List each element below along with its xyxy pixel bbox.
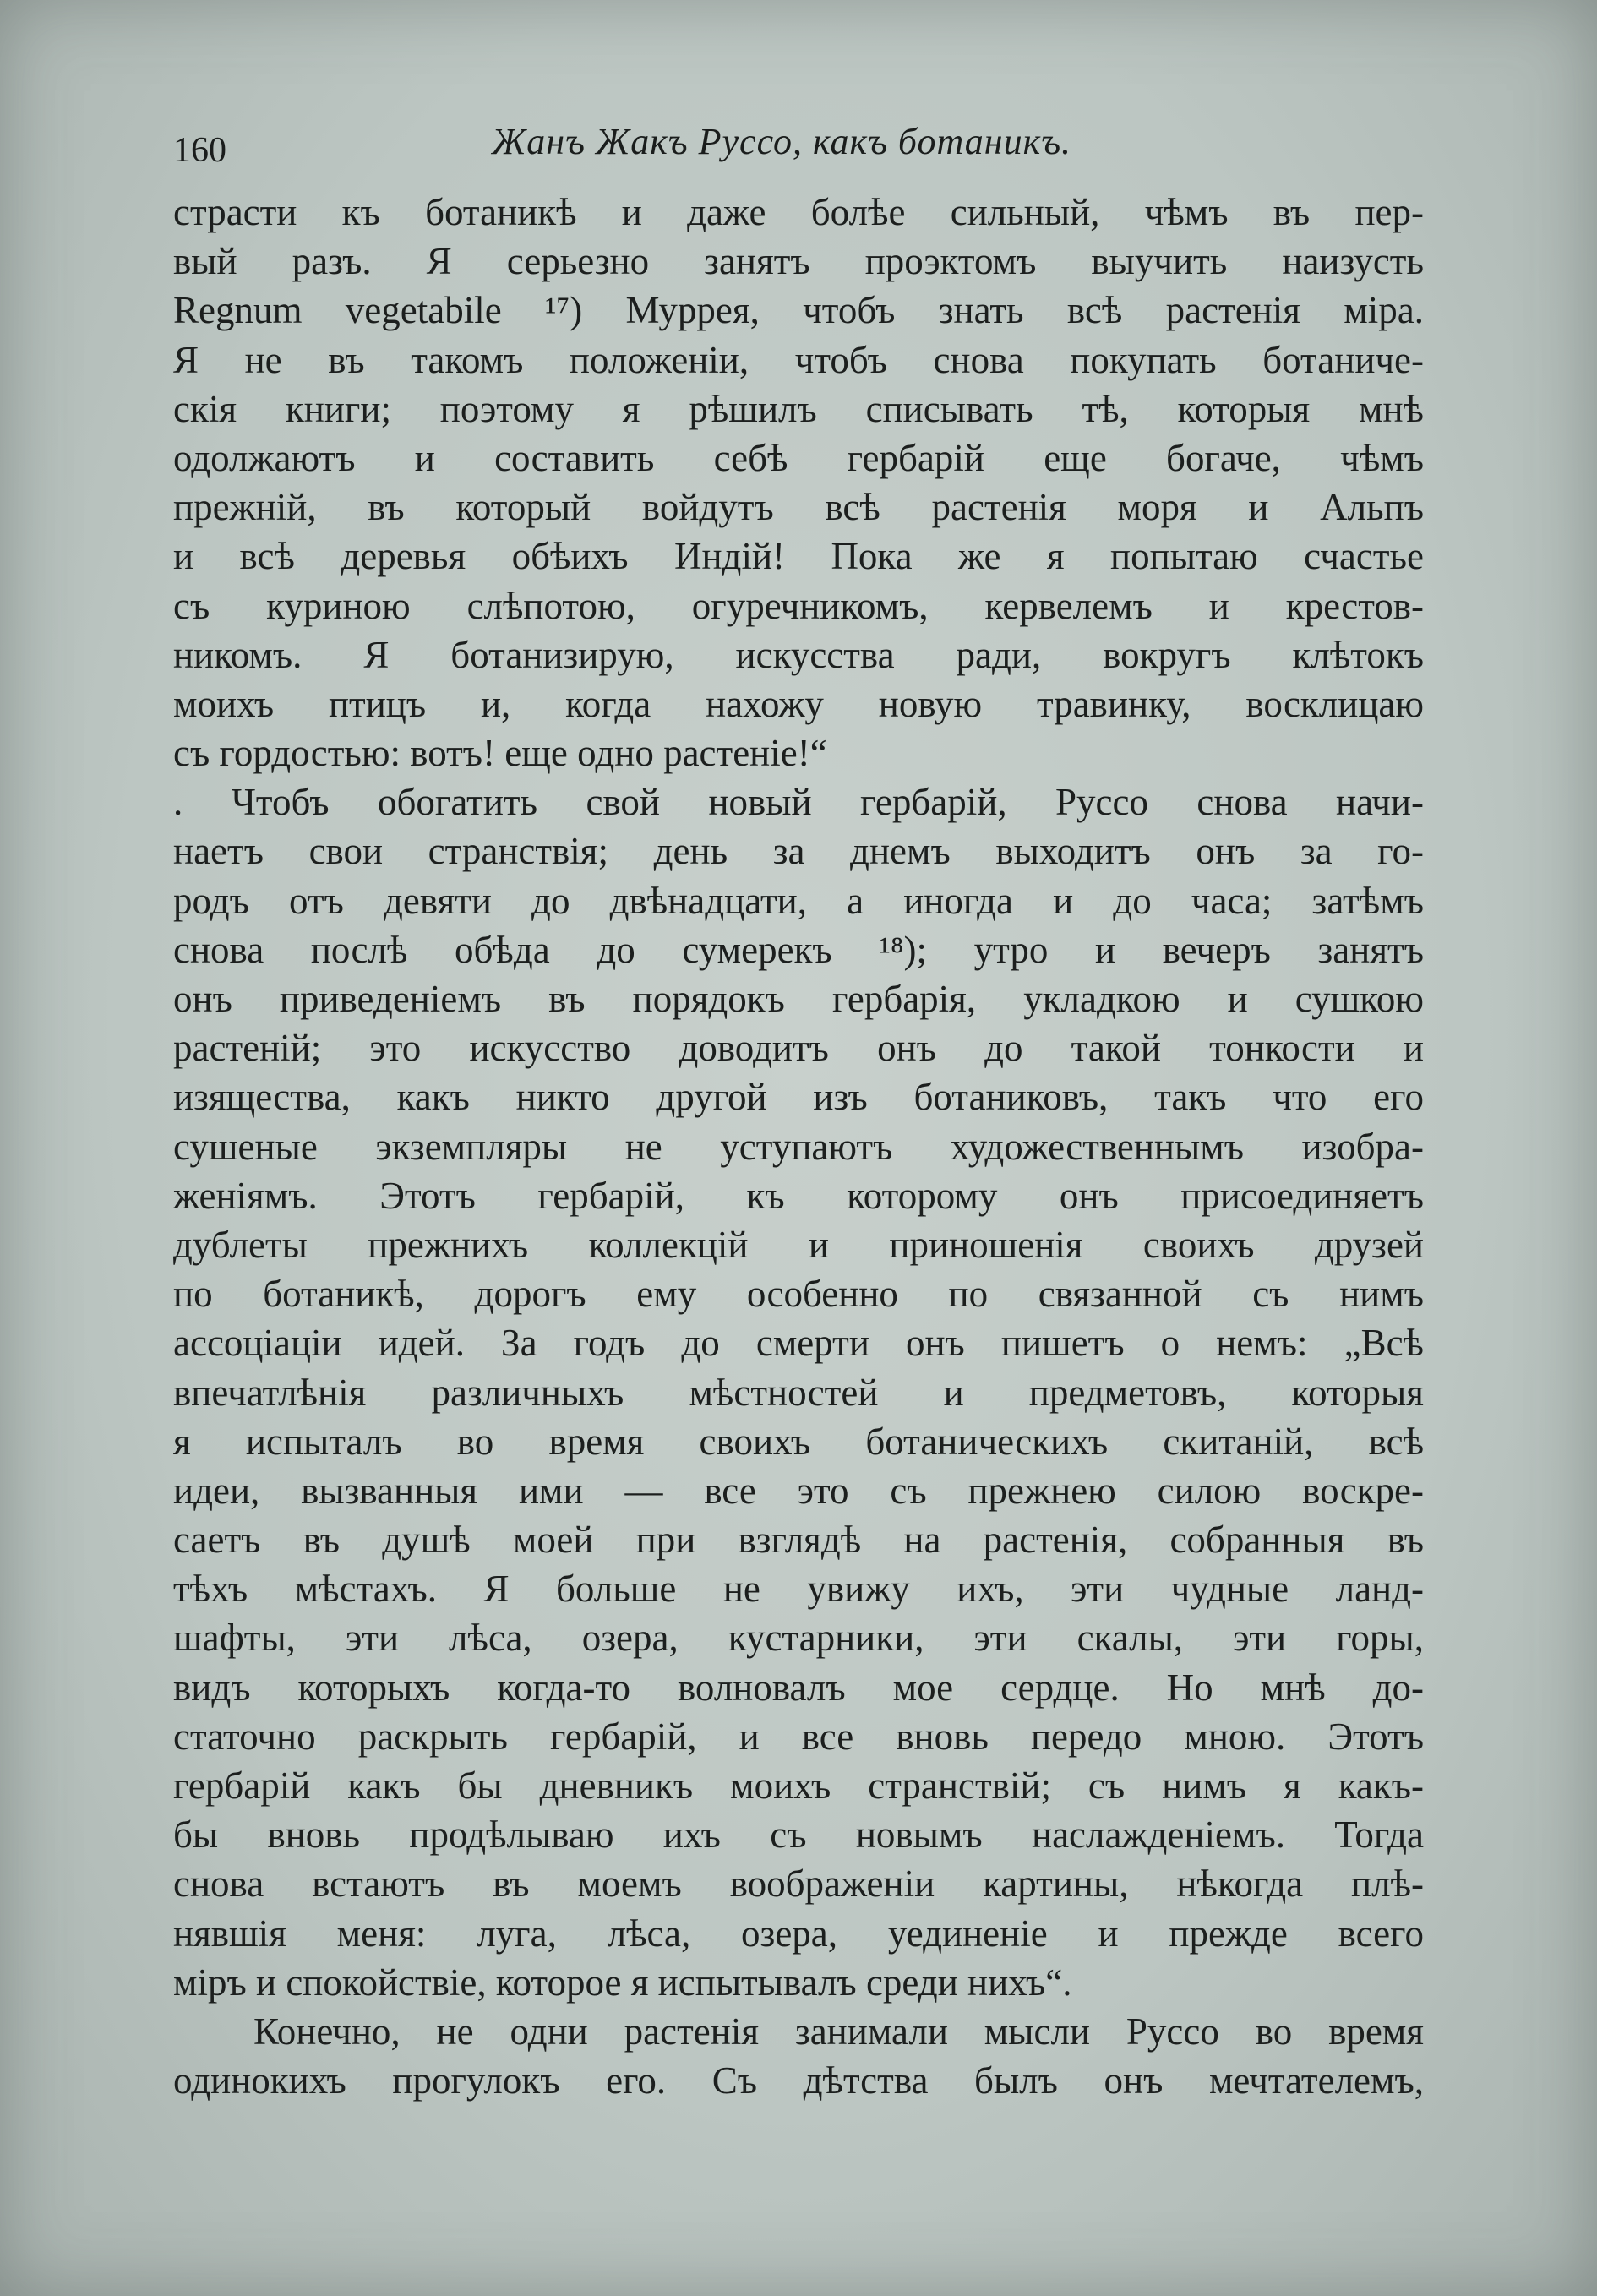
- body-text: [173, 188, 1424, 2105]
- text-line: бы вновь продѣлываю ихъ съ новымъ наслажденіемъ. Тогда: [173, 1813, 1424, 1857]
- text-line: дублеты прежнихъ коллекцій и приношенія своихъ друзей: [173, 1223, 1424, 1266]
- text-line: никомъ. Я ботанизирую, искусства ради, вокругъ клѣтокъ: [173, 633, 1424, 676]
- text-line: съ гордостью: вотъ! еще одно растеніе!“: [173, 732, 827, 775]
- text-line: страсти къ ботаникѣ и даже болѣе сильный, чѣмъ въ пер-: [173, 191, 1424, 233]
- text-line: гербарій какъ бы дневникъ моихъ странствій; съ нимъ я какъ-: [173, 1764, 1424, 1807]
- text-line: я испыталъ во время своихъ ботаническихъ скитаній, всѣ: [173, 1420, 1424, 1463]
- text-line: саетъ въ душѣ моей при взглядѣ на растенія, собранныя въ: [173, 1519, 1424, 1562]
- running-title: Жанъ Жакъ Руссо, какъ ботаникъ.: [491, 121, 1072, 162]
- text-line: родъ отъ девяти до двѣнадцати, а иногда и до часа; затѣмъ: [173, 879, 1424, 922]
- text-line: наетъ свои странствія; день за днемъ выходитъ онъ за го-: [173, 830, 1424, 873]
- text-line: идеи, вызванныя ими — все это съ прежнею силою воскре-: [173, 1469, 1424, 1512]
- text-line: одинокихъ прогулокъ его. Съ дѣтства былъ онъ мечтателемъ,: [173, 2059, 1424, 2102]
- text-line: одолжаютъ и составить себѣ гербарій еще богаче, чѣмъ: [173, 436, 1424, 479]
- text-line: по ботаникѣ, дорогъ ему особенно по связанной съ нимъ: [173, 1273, 1424, 1316]
- text-line: видъ которыхъ когда-то волновалъ мое сердце. Но мнѣ до-: [173, 1666, 1424, 1709]
- text-line: съ куриною слѣпотою, огуречникомъ, кервелемъ и крестов-: [173, 584, 1424, 627]
- text-line: вый разъ. Я серьезно занятъ проэктомъ выучить наизусть: [173, 240, 1424, 283]
- text-line: онъ приведеніемъ въ порядокъ гербарія, укладкою и сушкою: [173, 978, 1424, 1020]
- text-line: Конечно, не одни растенія занимали мысли Руссо во время: [253, 2010, 1424, 2053]
- text-line: и всѣ деревья обѣихъ Индій! Пока же я попытаю счастье: [173, 535, 1424, 578]
- text-line: ассоціаціи идей. За годъ до смерти онъ пишетъ о немъ: „Всѣ: [173, 1322, 1424, 1365]
- text-line: моихъ птицъ и, когда нахожу новую травинку, восклицаю: [173, 682, 1424, 725]
- text-line: тѣхъ мѣстахъ. Я больше не увижу ихъ, эти чудные ланд-: [173, 1568, 1424, 1611]
- text-line: изящества, какъ никто другой изъ ботаниковъ, такъ что его: [173, 1076, 1424, 1119]
- text-line: нявшія меня: луга, лѣса, озера, уединеніе и прежде всего: [173, 1912, 1424, 1955]
- text-line: растеній; это искусство доводитъ онъ до такой тонкости и: [173, 1027, 1424, 1070]
- text-line: скія книги; поэтому я рѣшилъ списывать тѣ, которыя мнѣ: [173, 387, 1424, 430]
- text-line: сушеные экземпляры не уступаютъ художественнымъ изобра-: [173, 1125, 1424, 1168]
- text-line: Regnum vegetabile ¹⁷) Муррея, чтобъ знать всѣ растенія міра.: [173, 289, 1424, 332]
- page-header: [173, 120, 1424, 171]
- text-line: снова встаютъ въ моемъ воображеніи картины, нѣкогда плѣ-: [173, 1862, 1424, 1906]
- text-line: снова послѣ обѣда до сумерекъ ¹⁸); утро и вечеръ занятъ: [173, 928, 1424, 971]
- text-line: Я не въ такомъ положеніи, чтобъ снова покупать ботаниче-: [173, 338, 1424, 381]
- text-line: міръ и спокойствіе, которое я испытывалъ среди нихъ“.: [173, 1961, 1072, 2004]
- text-line: женіямъ. Этотъ гербарій, къ которому онъ присоединяетъ: [173, 1174, 1424, 1217]
- page-number: 160: [173, 131, 226, 170]
- text-line: статочно раскрыть гербарій, и все вновь передо мною. Этотъ: [173, 1715, 1424, 1758]
- text-line: прежній, въ который войдутъ всѣ растенія моря и Альпъ: [173, 486, 1424, 529]
- text-line: впечатлѣнія различныхъ мѣстностей и предметовъ, которыя: [173, 1371, 1424, 1414]
- text-line: . Чтобъ обогатить свой новый гербарій, Руссо снова начи-: [173, 781, 1424, 824]
- text-line: шафты, эти лѣса, озера, кустарники, эти скалы, эти горы,: [173, 1617, 1424, 1660]
